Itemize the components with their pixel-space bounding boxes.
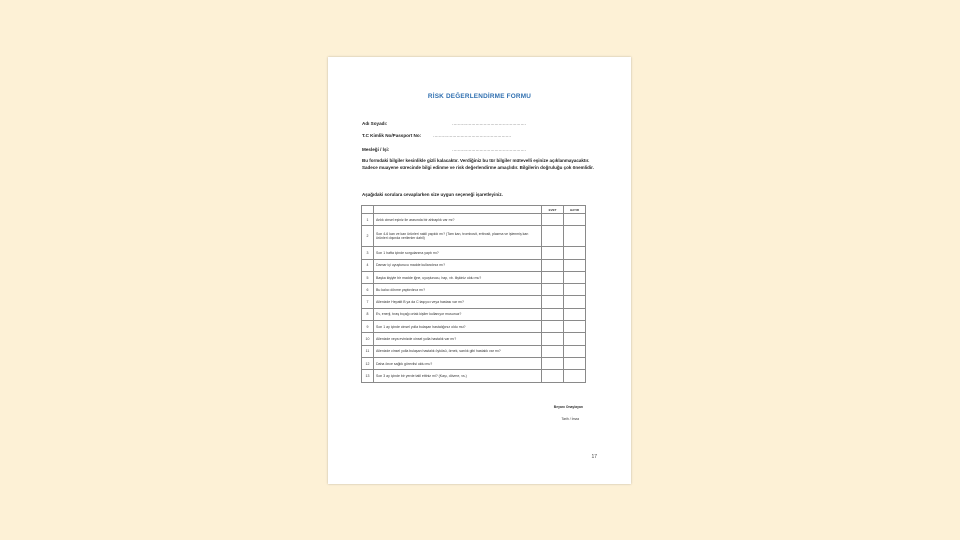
yes-answer-cell[interactable] bbox=[542, 370, 564, 382]
no-answer-cell[interactable] bbox=[564, 271, 586, 283]
no-answer-cell[interactable] bbox=[564, 247, 586, 259]
privacy-paragraph: Bu formdaki bilgiler kesinlikle gizli kalacaktır. Verdiğiniz bu tür bilgiler mütevelli eşinize açıklanmayacaktır. Sadece muayene sürecinde bilgi edinme ve risk değerlendirme amaçlıdır. Bilgilerin doğruluğu çok önemlidir. bbox=[362, 158, 594, 171]
no-answer-cell[interactable] bbox=[564, 226, 586, 247]
question-number: 7 bbox=[362, 296, 374, 308]
question-number: 10 bbox=[362, 333, 374, 345]
question-number: 6 bbox=[362, 284, 374, 296]
header-question bbox=[374, 206, 542, 214]
question-text: Bu kalıcı dövme yaptırdınız mı? bbox=[374, 284, 542, 296]
header-number bbox=[362, 206, 374, 214]
yes-answer-cell[interactable] bbox=[542, 271, 564, 283]
question-text: Ailenizde Hepatit B ya da C taşıyıcı veya hastası var mı? bbox=[374, 296, 542, 308]
table-row bbox=[362, 226, 586, 247]
table-row bbox=[362, 284, 586, 296]
header-no: HAYIR bbox=[564, 206, 586, 214]
document-title: RİSK DEĞERLENDİRME FORMU bbox=[427, 93, 532, 100]
yes-answer-cell[interactable] bbox=[542, 226, 564, 247]
question-number: 11 bbox=[362, 345, 374, 357]
table-row bbox=[362, 345, 586, 357]
table-row bbox=[362, 247, 586, 259]
yes-answer-cell[interactable] bbox=[542, 333, 564, 345]
table-row bbox=[362, 259, 586, 271]
no-answer-cell[interactable] bbox=[564, 214, 586, 226]
question-number: 12 bbox=[362, 357, 374, 369]
question-text: Başka kişiyle bir madde iğne, uyuşturucu, hap, vb. ilişkiniz oldu mu? bbox=[374, 271, 542, 283]
document-page bbox=[328, 57, 631, 484]
question-number: 9 bbox=[362, 321, 374, 333]
no-answer-cell[interactable] bbox=[564, 296, 586, 308]
yes-answer-cell[interactable] bbox=[542, 284, 564, 296]
question-text: Ailenizde veya evinizde cinsel yolla hastalık var mı? bbox=[374, 333, 542, 345]
page-number: 17 bbox=[591, 454, 597, 460]
table-row bbox=[362, 214, 586, 226]
yes-answer-cell[interactable] bbox=[542, 357, 564, 369]
occupation-label: Mesleği / İşi: bbox=[362, 147, 390, 152]
risk-questions-table bbox=[361, 205, 586, 383]
question-text: Daha önce sağlık görevlisi oldu mu? bbox=[374, 357, 542, 369]
question-number: 1 bbox=[362, 214, 374, 226]
id-number-label: T.C Kimlik No/Passport No: bbox=[362, 133, 422, 138]
question-text: Anlık cinsel eşiniz ile arasında bir ahbaplık var mı? bbox=[374, 214, 542, 226]
signature-label: Beyanı Onaylayan bbox=[553, 405, 583, 409]
yes-answer-cell[interactable] bbox=[542, 321, 564, 333]
question-text: Damar içi uyuşturucu madde kullandınız mı? bbox=[374, 259, 542, 271]
table-row bbox=[362, 357, 586, 369]
yes-answer-cell[interactable] bbox=[542, 296, 564, 308]
yes-answer-cell[interactable] bbox=[542, 308, 564, 320]
table-row bbox=[362, 333, 586, 345]
table-row bbox=[362, 321, 586, 333]
question-number: 4 bbox=[362, 259, 374, 271]
no-answer-cell[interactable] bbox=[564, 370, 586, 382]
header-yes: EVET bbox=[542, 206, 564, 214]
id-number-dots: ………………………………………………… bbox=[433, 133, 511, 138]
question-text: Son 1 ay içinde cinsel yolla bulaşan hastalığınız oldu mu? bbox=[374, 321, 542, 333]
no-answer-cell[interactable] bbox=[564, 284, 586, 296]
question-number: 8 bbox=[362, 308, 374, 320]
table-row bbox=[362, 308, 586, 320]
no-answer-cell[interactable] bbox=[564, 333, 586, 345]
no-answer-cell[interactable] bbox=[564, 259, 586, 271]
question-number: 5 bbox=[362, 271, 374, 283]
table-row bbox=[362, 370, 586, 382]
question-text: Son 3 ay içinde bir yerde tatil ettiniz mi? (Kaşı, dövme, vs.) bbox=[374, 370, 542, 382]
instruction-text: Aşağıdaki sorulara cevaplarken size uygun seçeneği işaretleyiniz. bbox=[362, 192, 503, 197]
table-row bbox=[362, 271, 586, 283]
no-answer-cell[interactable] bbox=[564, 357, 586, 369]
no-answer-cell[interactable] bbox=[564, 321, 586, 333]
table-header-row bbox=[362, 206, 586, 214]
yes-answer-cell[interactable] bbox=[542, 247, 564, 259]
question-number: 2 bbox=[362, 226, 374, 247]
no-answer-cell[interactable] bbox=[564, 308, 586, 320]
yes-answer-cell[interactable] bbox=[542, 259, 564, 271]
date-signature-label: Tarih / İmza bbox=[561, 417, 579, 421]
occupation-dots: ……………………………………………… bbox=[452, 147, 526, 152]
question-number: 3 bbox=[362, 247, 374, 259]
table-row bbox=[362, 296, 586, 308]
question-text: Son 4-6 kan ve kan ürünleri nakli yapıldı mı? (Tam kan, trombosit, eritrosit, plazma ve işlenmiş kan ürünleri dışında verilenler dahil) bbox=[374, 226, 542, 247]
question-text: Son 1 hafta içinde sorgulanma yaptı mı? bbox=[374, 247, 542, 259]
yes-answer-cell[interactable] bbox=[542, 214, 564, 226]
question-text: Ev, enerji, tıraş bıçağı ortak kişiler kullanıyor musunuz? bbox=[374, 308, 542, 320]
no-answer-cell[interactable] bbox=[564, 345, 586, 357]
question-number: 13 bbox=[362, 370, 374, 382]
question-text: Ailenizde cinsel yolla bulaşan hastalık öyküsü, örnek, sarılık gibi hastalık var mı? bbox=[374, 345, 542, 357]
name-dots: ……………………………………………… bbox=[452, 121, 526, 126]
name-label: Adı Soyadı: bbox=[362, 121, 388, 126]
yes-answer-cell[interactable] bbox=[542, 345, 564, 357]
